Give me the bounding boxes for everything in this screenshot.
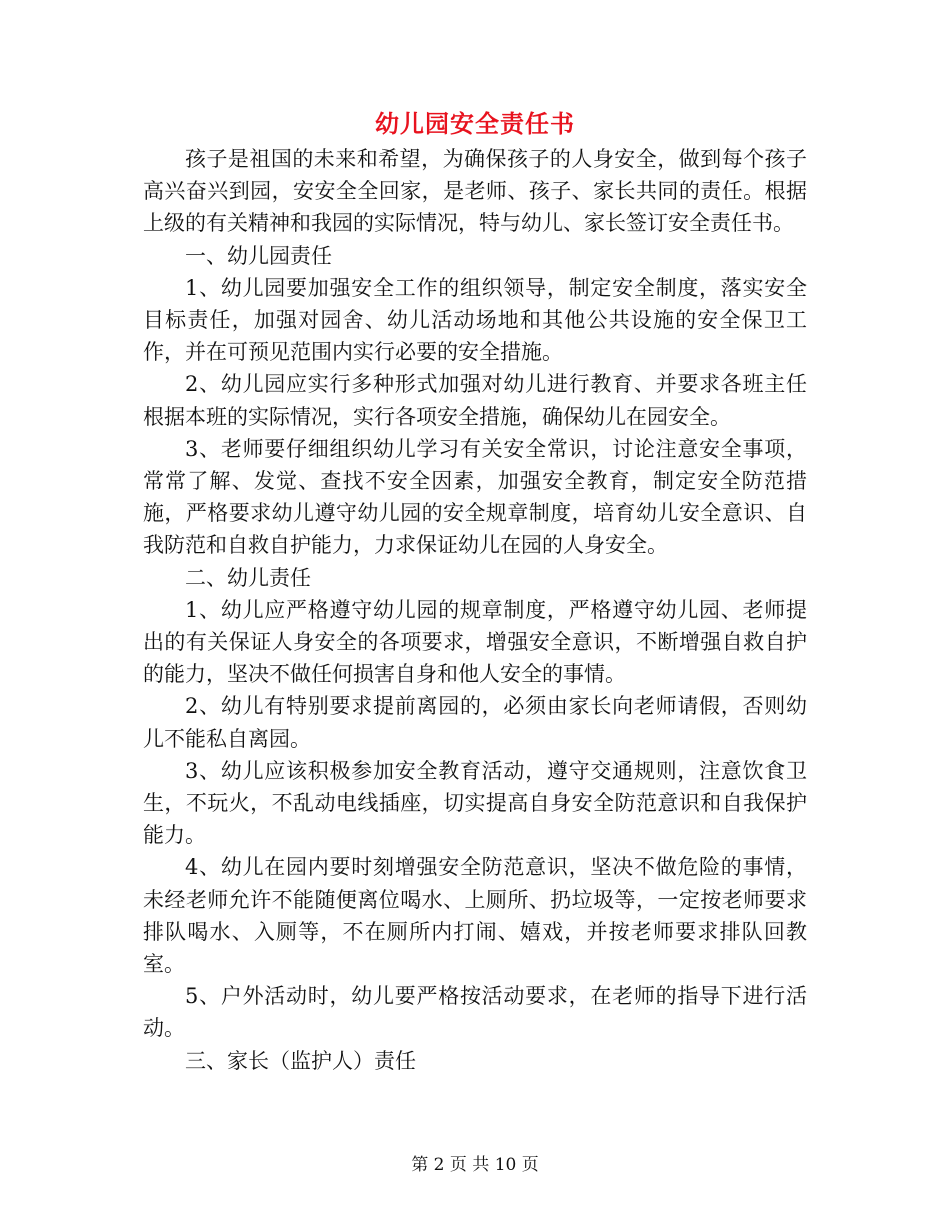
paragraph-intro: 孩子是祖国的未来和希望，为确保孩子的人身安全，做到每个孩子高兴奋兴到园，安安全全回家，是老师、孩子、家长共同的责任。根据上级的有关精神和我园的实际情况，特与幼儿、家长签订安全责任书。 bbox=[143, 147, 807, 236]
paragraph-child-5: 5、户外活动时，幼儿要严格按活动要求，在老师的指导下进行活动。 bbox=[143, 984, 807, 1041]
paragraph-kindergarten-3: 3、老师要仔细组织幼儿学习有关安全常识，讨论注意安全事项，常常了解、发觉、查找不安全因素，加强安全教育，制定安全防范措施，严格要求幼儿遵守幼儿园的安全规章制度，培育幼儿安全意识、自我防范和自救自护能力，力求保证幼儿在园的人身安全。 bbox=[143, 436, 807, 558]
paragraph-kindergarten-2: 2、幼儿园应实行多种形式加强对幼儿进行教育、并要求各班主任根据本班的实际情况，实行各项安全措施，确保幼儿在园安全。 bbox=[143, 372, 807, 429]
document-title: 幼儿园安全责任书 bbox=[375, 110, 575, 138]
paragraph-kindergarten-1: 1、幼儿园要加强安全工作的组织领导，制定安全制度，落实安全目标责任，加强对园舍、幼儿活动场地和其他公共设施的安全保卫工作，并在可预见范围内实行必要的安全措施。 bbox=[143, 275, 807, 365]
paragraph-child-4: 4、幼儿在园内要时刻增强安全防范意识，坚决不做危险的事情，未经老师允许不能随便离位喝水、上厕所、扔垃圾等，一定按老师要求排队喝水、入厕等，不在厕所内打闹、嬉戏，并按老师要求排队回教室。 bbox=[143, 855, 807, 977]
paragraph-child-3: 3、幼儿应该积极参加安全教育活动，遵守交通规则，注意饮食卫生，不玩火，不乱动电线插座，切实提高自身安全防范意识和自我保护能力。 bbox=[143, 758, 807, 848]
page-footer bbox=[0, 1150, 950, 1180]
paragraph-child-2: 2、幼儿有特别要求提前离园的，必须由家长向老师请假，否则幼儿不能私自离园。 bbox=[143, 694, 807, 751]
section-heading-parent: 三、家长（监护人）责任 bbox=[185, 1048, 416, 1073]
section-heading-kindergarten: 一、幼儿园责任 bbox=[185, 243, 332, 268]
section-heading-child: 二、幼儿责任 bbox=[185, 565, 311, 590]
paragraph-child-1: 1、幼儿应严格遵守幼儿园的规章制度，严格遵守幼儿园、老师提出的有关保证人身安全的各项要求，增强安全意识，不断增强自救自护的能力，坚决不做任何损害自身和他人安全的事情。 bbox=[143, 597, 807, 687]
document-body bbox=[143, 143, 807, 1077]
page-number-label: 第 2 页 共 10 页 bbox=[411, 1155, 539, 1175]
